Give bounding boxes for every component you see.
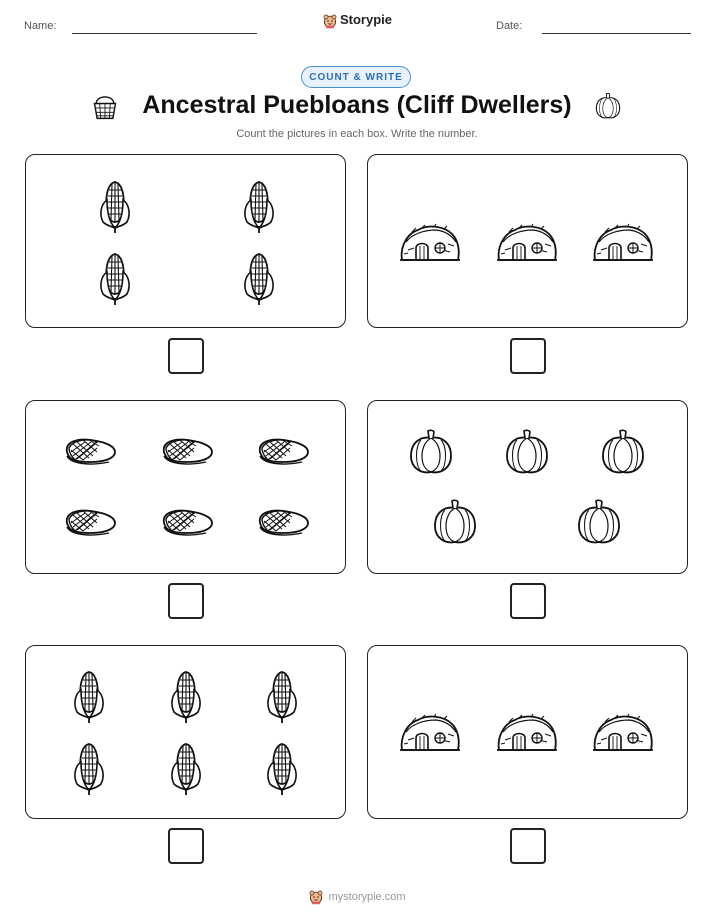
footer-url: mystorypie.com [328, 890, 406, 903]
cliff-dwelling-icon [495, 710, 559, 754]
corn-icon [262, 740, 302, 796]
date-label: Date: [496, 20, 523, 32]
page-title: Ancestral Puebloans (Cliff Dwellers) [142, 91, 572, 119]
name-label: Name: [24, 20, 57, 32]
sandal-icon [254, 505, 310, 539]
corn-icon [262, 668, 302, 724]
pumpkin-icon [575, 498, 623, 546]
answer-box-6[interactable] [510, 828, 546, 864]
storypie-mascot-icon [308, 889, 324, 905]
cliff-dwelling-icon [591, 710, 655, 754]
answer-box-3[interactable] [168, 583, 204, 619]
pumpkin-icon [503, 428, 551, 476]
counting-box-4 [367, 400, 688, 574]
counting-box-1 [25, 154, 346, 328]
corn-icon [95, 178, 135, 234]
date-field[interactable] [542, 33, 691, 34]
answer-box-1[interactable] [168, 338, 204, 374]
sandal-icon [254, 434, 310, 468]
pumpkin-icon [594, 92, 622, 120]
sandal-icon [61, 434, 117, 468]
answer-box-2[interactable] [510, 338, 546, 374]
corn-icon [95, 250, 135, 306]
sandal-icon [61, 505, 117, 539]
instructions: Count the pictures in each box. Write the number. [236, 128, 478, 140]
pumpkin-icon [599, 428, 647, 476]
pumpkin-icon [407, 428, 455, 476]
brand-name: Storypie [339, 12, 392, 27]
corn-icon [166, 740, 206, 796]
answer-box-4[interactable] [510, 583, 546, 619]
corn-icon [239, 178, 279, 234]
storypie-mascot-icon [322, 13, 338, 29]
corn-icon [166, 668, 206, 724]
sandal-icon [158, 434, 214, 468]
footer [0, 889, 714, 905]
answer-box-5[interactable] [168, 828, 204, 864]
cliff-dwelling-icon [398, 710, 462, 754]
cliff-dwelling-icon [591, 220, 655, 264]
pumpkin-icon [431, 498, 479, 546]
count-write-badge: COUNT & WRITE [301, 66, 411, 88]
sandal-icon [158, 505, 214, 539]
brand-logo [0, 12, 714, 29]
corn-icon [239, 250, 279, 306]
cliff-dwelling-icon [398, 220, 462, 264]
corn-icon [69, 740, 109, 796]
corn-icon [69, 668, 109, 724]
counting-box-3 [25, 400, 346, 574]
name-field[interactable] [72, 33, 257, 34]
cliff-dwelling-icon [495, 220, 559, 264]
